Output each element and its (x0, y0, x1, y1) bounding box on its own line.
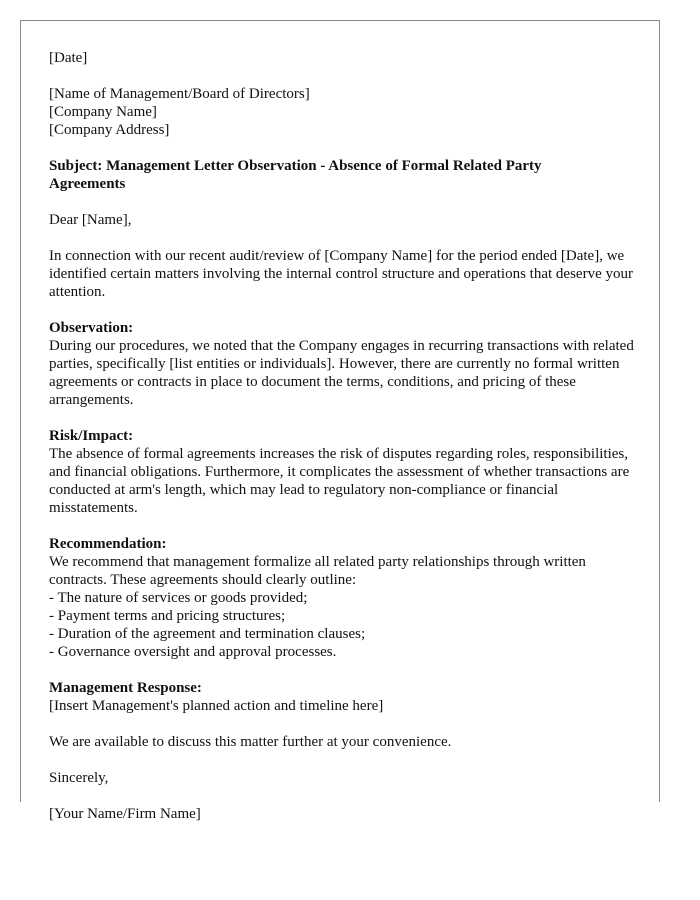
intro-paragraph: In connection with our recent audit/review of [Company Name] for the period ended [Date], we identified certain matters involving the internal control structure and operations that deserve your attention. (49, 248, 633, 300)
recommendation-item: - Payment terms and pricing structures; (49, 608, 286, 624)
recipient-company: [Company Name] (49, 104, 157, 120)
observation-text: During our procedures, we noted that the Company engages in recurring transactions with related parties, specifically [list entities or individuals]. However, there are currently no formal written agreements or contracts in place to document the terms, conditions, and pricing of these arrangements. (49, 338, 634, 408)
letter-date-block (49, 49, 631, 67)
signature: [Your Name/Firm Name] (49, 806, 201, 822)
risk-section (49, 427, 631, 517)
management-response-section (49, 679, 631, 715)
closing-note: We are available to discuss this matter further at your convenience. (49, 734, 452, 750)
sign-off: Sincerely, (49, 770, 109, 786)
letter-date: [Date] (49, 50, 88, 66)
recommendation-item: - The nature of services or goods provided; (49, 590, 308, 606)
recommendation-item: - Governance oversight and approval processes. (49, 644, 337, 660)
recipient-address: [Company Address] (49, 122, 170, 138)
recommendation-text: We recommend that management formalize all related party relationships through written contracts. These agreements should clearly outline: (49, 554, 586, 588)
recipient-block (49, 85, 631, 139)
management-response-text: [Insert Management's planned action and timeline here] (49, 698, 384, 714)
risk-heading: Risk/Impact: (49, 428, 134, 444)
letter-page (20, 20, 660, 822)
recommendation-heading: Recommendation: (49, 536, 167, 552)
observation-heading: Observation: (49, 320, 134, 336)
management-response-heading: Management Response: (49, 680, 202, 696)
salutation: Dear [Name], (49, 212, 132, 228)
recipient-name: [Name of Management/Board of Directors] (49, 86, 310, 102)
observation-section (49, 319, 634, 409)
recommendation-item: - Duration of the agreement and termination clauses; (49, 626, 366, 642)
subject-line: Subject: Management Letter Observation - Absence of Formal Related Party Agreements (49, 158, 542, 192)
recommendation-section (49, 535, 631, 661)
risk-text: The absence of formal agreements increases the risk of disputes regarding roles, responsibilities, and financial obligations. Furthermore, it complicates the assessment of whether transactions are conducted at arm's length, which may lead to regulatory non-compliance or financial misstatements. (49, 446, 630, 516)
